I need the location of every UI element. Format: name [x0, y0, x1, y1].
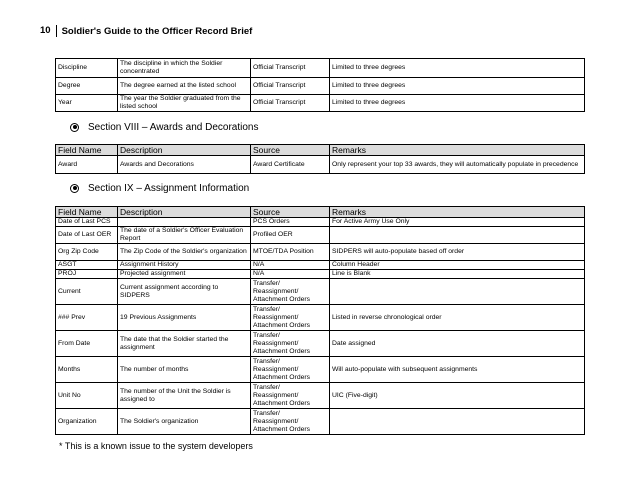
table-cell: ### Prev [56, 305, 118, 331]
table-cell: Unit No [56, 383, 118, 409]
column-header: Field Name [56, 207, 118, 218]
table-cell: Year [56, 95, 118, 112]
table-cell: MTOE/TDA Position [251, 244, 330, 261]
column-header: Source [251, 145, 330, 156]
table-cell: 19 Previous Assignments [118, 305, 251, 331]
table-row [56, 357, 585, 383]
table-cell: Official Transcript [251, 78, 330, 95]
table-cell: SIDPERS will auto-populate based off order [330, 244, 585, 261]
table-cell [330, 409, 585, 435]
table-cell: Degree [56, 78, 118, 95]
radio-bullet-icon [70, 184, 79, 193]
table-cell: Only represent your top 33 awards, they will automatically populate in precedence [330, 156, 585, 174]
table-cell: PCS Orders [251, 218, 330, 227]
table-row [56, 279, 585, 305]
table-cell: Official Transcript [251, 59, 330, 78]
table-cell: The Zip Code of the Soldier's organization [118, 244, 251, 261]
table-cell: Date of Last PCS [56, 218, 118, 227]
table-cell: Assignment History [118, 261, 251, 270]
table-cell: UIC (Five-digit) [330, 383, 585, 409]
table-cell: Projected assignment [118, 270, 251, 279]
column-header: Description [118, 145, 251, 156]
table-row [56, 227, 585, 244]
table-cell: Listed in reverse chronological order [330, 305, 585, 331]
radio-bullet-icon [70, 123, 79, 132]
column-header: Description [118, 207, 251, 218]
table-row [56, 244, 585, 261]
table-cell: N/A [251, 261, 330, 270]
table-row [56, 218, 585, 227]
table-cell: Limited to three degrees [330, 78, 585, 95]
table-cell: Transfer/ Reassignment/ Attachment Orders [251, 383, 330, 409]
table-cell: N/A [251, 270, 330, 279]
table-cell: The Soldier's organization [118, 409, 251, 435]
table-cell: Limited to three degrees [330, 95, 585, 112]
table-cell: The degree earned at the listed school [118, 78, 251, 95]
awards-table [55, 144, 585, 174]
education-table [55, 58, 585, 112]
table-cell: The year the Soldier graduated from the listed school [118, 95, 251, 112]
table-row [56, 59, 585, 78]
assignment-table [55, 206, 585, 435]
table-cell: Awards and Decorations [118, 156, 251, 174]
table-row [56, 409, 585, 435]
table-cell: Transfer/ Reassignment/ Attachment Orders [251, 409, 330, 435]
table-row [56, 78, 585, 95]
column-header: Source [251, 207, 330, 218]
table-cell: PROJ [56, 270, 118, 279]
section-title: Section VIII – Awards and Decorations [88, 121, 259, 133]
table-cell [118, 218, 251, 227]
table-cell: Transfer/ Reassignment/ Attachment Orders [251, 279, 330, 305]
column-header: Field Name [56, 145, 118, 156]
table-cell: Profiled OER [251, 227, 330, 244]
footnote: * This is a known issue to the system developers [59, 441, 253, 451]
section-ix-heading [70, 181, 249, 195]
table-row [56, 261, 585, 270]
table-cell: The number of months [118, 357, 251, 383]
table-row [56, 331, 585, 357]
table-row [56, 95, 585, 112]
table-cell: Months [56, 357, 118, 383]
column-header: Remarks [330, 207, 585, 218]
table-row [56, 305, 585, 331]
table-header-row [56, 145, 585, 156]
table-cell: Transfer/ Reassignment/ Attachment Orders [251, 305, 330, 331]
table-cell: Organization [56, 409, 118, 435]
table-cell [330, 227, 585, 244]
table-cell: Discipline [56, 59, 118, 78]
section-viii-heading [70, 120, 258, 134]
table-cell: Award Certificate [251, 156, 330, 174]
table-cell: Line is Blank [330, 270, 585, 279]
table-cell: The number of the Unit the Soldier is assigned to [118, 383, 251, 409]
page-header [40, 24, 252, 38]
page-number: 10 [40, 25, 57, 37]
table-cell [330, 279, 585, 305]
table-cell: Will auto-populate with subsequent assignments [330, 357, 585, 383]
table-header-row [56, 207, 585, 218]
table-row [56, 156, 585, 174]
table-cell: The date that the Soldier started the assignment [118, 331, 251, 357]
table-cell: Limited to three degrees [330, 59, 585, 78]
table-cell: Official Transcript [251, 95, 330, 112]
section-title: Section IX – Assignment Information [88, 182, 250, 194]
table-cell: Date assigned [330, 331, 585, 357]
table-cell: ASGT [56, 261, 118, 270]
document-title: Soldier's Guide to the Officer Record Brief [61, 25, 253, 37]
table-cell: Column Header [330, 261, 585, 270]
table-cell: From Date [56, 331, 118, 357]
column-header: Remarks [330, 145, 585, 156]
table-cell: Transfer/ Reassignment/ Attachment Orders [251, 357, 330, 383]
table-cell: Award [56, 156, 118, 174]
table-row [56, 270, 585, 279]
table-cell: Current assignment according to SIDPERS [118, 279, 251, 305]
table-cell: Date of Last OER [56, 227, 118, 244]
table-cell: For Active Army Use Only [330, 218, 585, 227]
table-cell: Org Zip Code [56, 244, 118, 261]
table-cell: The date of a Soldier's Officer Evaluation Report [118, 227, 251, 244]
table-cell: Transfer/ Reassignment/ Attachment Orders [251, 331, 330, 357]
table-cell: The discipline in which the Soldier concentrated [118, 59, 251, 78]
table-cell: Current [56, 279, 118, 305]
table-row [56, 383, 585, 409]
